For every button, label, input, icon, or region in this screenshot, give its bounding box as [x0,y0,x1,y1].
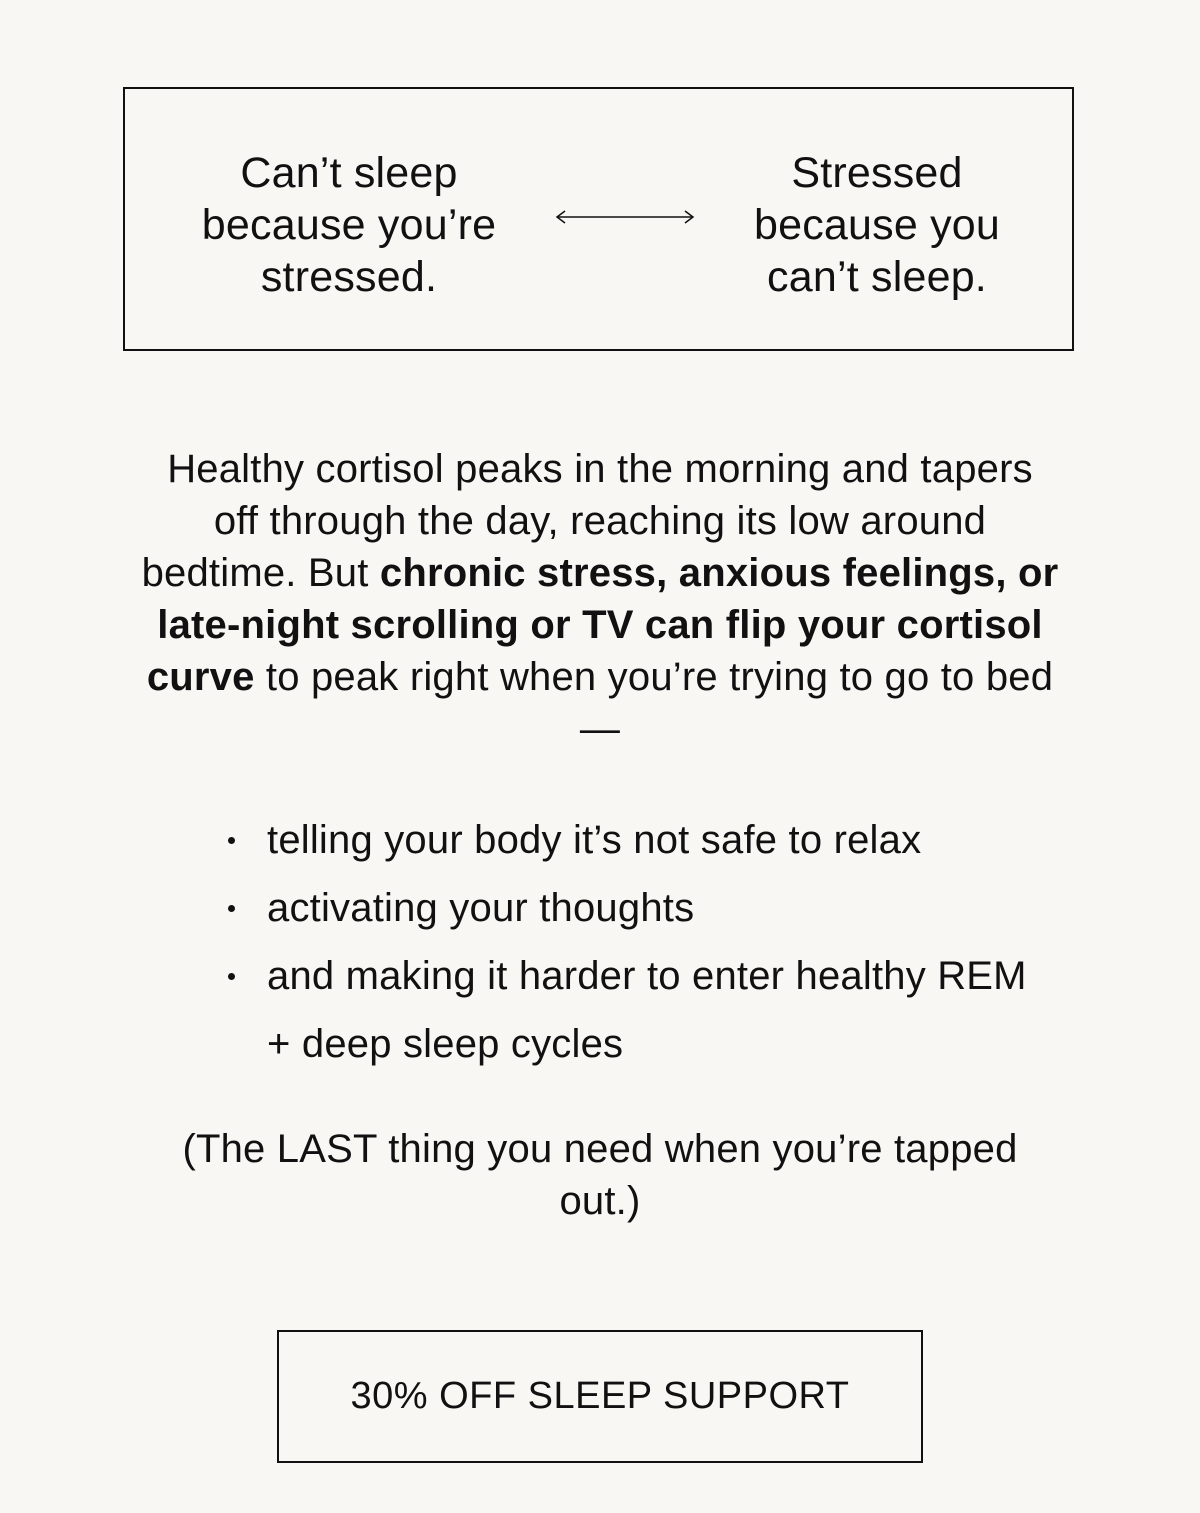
paragraph-outro: to peak right when you’re trying to go to bed— [254,655,1054,751]
stress-sleep-cycle-box [123,87,1074,351]
cycle-right-text: Stressed because you can’t sleep. [753,149,1001,301]
effects-list [220,806,1040,1078]
list-item-text: and making it harder to enter healthy REM + deep sleep cycles [267,954,1027,1066]
cycle-left-text: Can’t sleep because you’re stressed. [201,149,497,301]
closing-note: (The LAST thing you need when you’re tapped out.) [182,1127,1018,1223]
bullet-dot-icon [228,837,235,844]
bullet-dot-icon [228,973,235,980]
sleep-support-offer-button[interactable]: 30% OFF SLEEP SUPPORT [277,1330,923,1463]
list-item [220,874,1040,942]
paragraph-intro: Healthy cortisol peaks in the morning and tapers off through the day, reaching its low around bedtime. But [141,447,1033,595]
paragraph-emphasis: chronic stress, anxious feelings, or late-night scrolling or TV can flip your cortisol curve [146,551,1059,699]
bullet-dot-icon [228,905,235,912]
cortisol-paragraph [140,443,1060,755]
double-arrow-icon [555,207,695,227]
list-item [220,806,1040,874]
list-item-text: telling your body it’s not safe to relax [267,818,922,862]
list-item-text: activating your thoughts [267,886,695,930]
list-item [220,942,1040,1078]
